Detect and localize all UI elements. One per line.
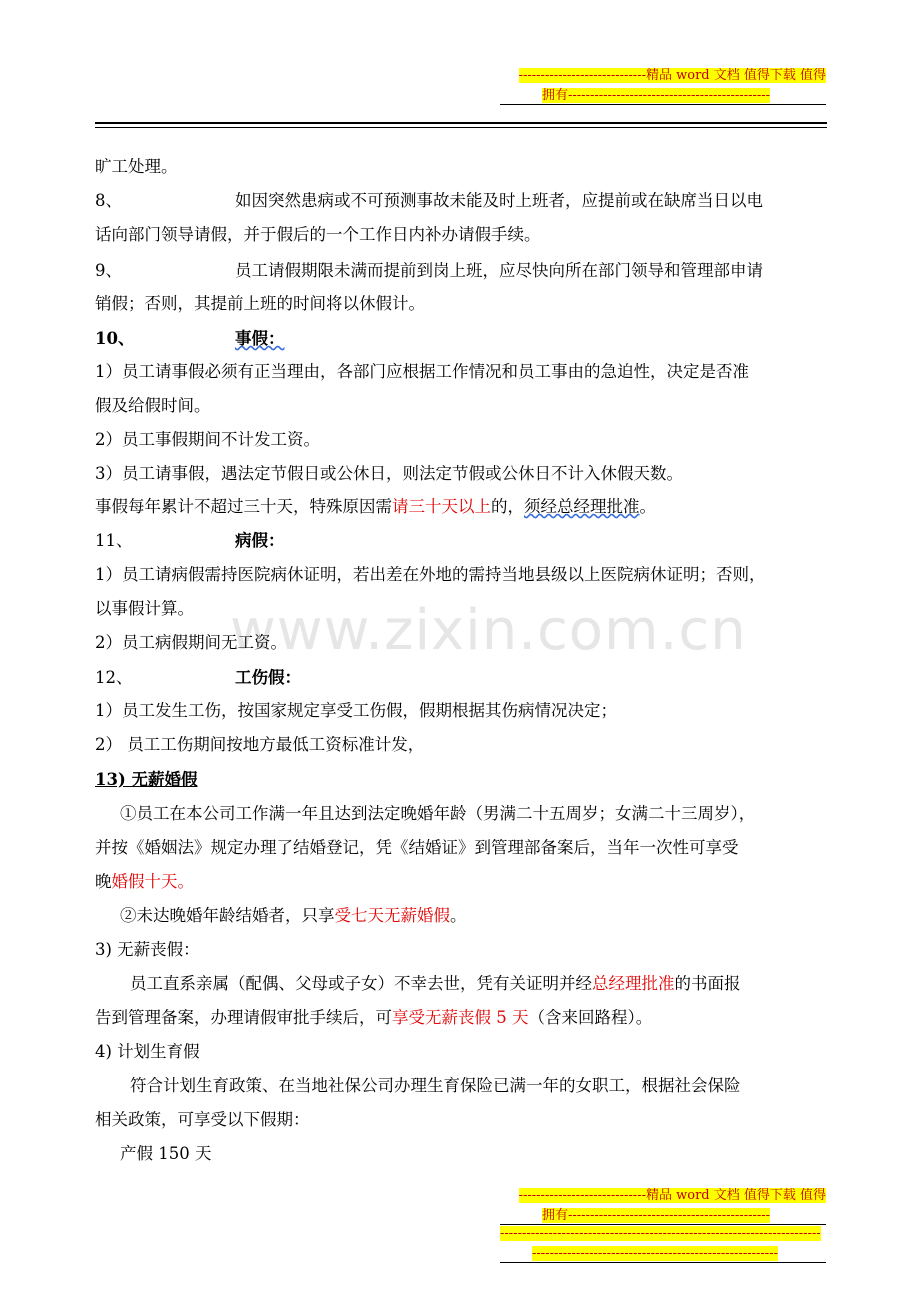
highlight-text: 享受无薪丧假 5 天 [392,1008,529,1027]
highlight-text: 总经理批准 [592,974,675,993]
body-line: 销假；否则，其提前上班的时间将以休假计。 [95,294,425,313]
item-8 [95,190,827,212]
body-line: 2） 员工工伤期间按地方最低工资标准计发， [95,735,425,754]
body-line: 旷工处理。 [95,157,178,176]
section-title: 工伤假： [235,668,301,687]
text-span: 的， [491,497,524,516]
body-line: 产假 150 天 [120,1144,212,1163]
header-line-2: 拥有---------------------------------------------- [542,88,771,103]
body-line [95,1007,827,1029]
body-line [120,905,852,927]
footer-line-1: -----------------------------精品 word 文档 值得下载 值得 [518,1188,826,1203]
section-title: 事假： [235,329,285,348]
section-heading-family-planning: 4) 计划生育假 [95,1042,200,1061]
page-header [500,66,826,106]
watermark: www.zixin.com.cn [230,598,747,663]
highlight-text: 婚假十天。 [111,872,194,891]
footer-line-2: 拥有---------------------------------------------- [542,1208,771,1223]
item-number: 10、 [95,329,135,348]
body-line: 2）员工病假期间无工资。 [95,633,287,652]
text-span: 。 [450,906,467,925]
item-number: 12、 [95,668,133,687]
highlight-text: 请三十天以上 [392,497,491,516]
body-line: ①员工在本公司工作满一年且达到法定晚婚年龄（男满二十五周岁；女满二十三周岁）， [120,804,756,823]
item-9 [95,260,827,282]
body-line: 并按《婚姻法》规定办理了结婚登记，凭《结婚证》到管理部备案后，当年一次性可享受 [95,838,739,857]
section-heading-13: 13) 无薪婚假 [95,770,198,789]
text-span: 。 [639,497,656,516]
body-line: 假及给假时间。 [95,396,211,415]
body-line: 以事假计算。 [95,599,194,618]
highlight-text: 受七天无薪婚假 [334,906,450,925]
text-span: 的书面报 [674,974,741,993]
body-line: 1）员工请事假必须有正当理由，各部门应根据工作情况和员工事由的急迫性，决定是否准 [95,362,749,381]
item-text: 员工请假期限未满而提前到岗上班，应尽快向所在部门领导和管理部申请 [235,261,763,280]
body-line: 3）员工请事假，遇法定节假日或公休日，则法定节假或公休日不计入休假天数。 [95,464,683,483]
text-span: （含来回路程）。 [528,1008,653,1027]
body-line: 1）员工发生工伤，按国家规定享受工伤假，假期根据其伤病情况决定； [95,701,617,720]
section-heading-mourning: 3) 无薪丧假： [95,940,200,959]
page-rule-bottom [95,127,827,128]
footer-line-3: ------------------------------------------------------------------------- [500,1226,821,1241]
page-footer [500,1186,826,1226]
item-number: 11、 [95,531,133,550]
body-line: 1）员工请病假需持医院病休证明，若出差在外地的需持当地县级以上医院病休证明；否则， [95,565,766,584]
text-span: ②未达晚婚年龄结婚者，只享 [120,906,335,925]
section-heading-12 [95,667,827,689]
item-number: 9、 [95,261,122,280]
item-text: 如因突然患病或不可预测事故未能及时上班者，应提前或在缺席当日以电 [235,191,763,210]
body-line: 相关政策，可享受以下假期： [95,1110,310,1129]
text-span: 晚 [95,872,112,891]
footer-rule-bottom [500,1262,826,1263]
body-line: 话向部门领导请假，并于假后的一个工作日内补办请假手续。 [95,225,541,244]
body-line [95,496,827,518]
section-heading-11 [95,530,827,552]
section-title: 病假： [235,531,285,550]
header-rule [500,104,826,105]
header-line-1: -----------------------------精品 word 文档 值得下载 值得 [518,68,826,83]
text-span: 员工直系亲属（配偶、父母或子女）不幸去世，凭有关证明并经 [130,974,592,993]
section-heading-10 [95,328,827,350]
text-span: 事假每年累计不超过三十天，特殊原因需 [95,497,392,516]
body-line [130,973,862,995]
text-span: 告到管理备案，办理请假审批手续后，可 [95,1008,392,1027]
body-line: 2）员工事假期间不计发工资。 [95,430,320,449]
footer-dashes [500,1224,826,1264]
body-line [95,871,827,893]
footer-line-4: -------------------------------------------------------- [532,1246,778,1261]
body-line: 符合计划生育政策、在当地社保公司办理生育保险已满一年的女职工，根据社会保险 [130,1076,741,1095]
underlined-text: 须经总经理批准 [524,497,640,516]
page-rule-top [95,122,827,124]
item-number: 8、 [95,191,122,210]
